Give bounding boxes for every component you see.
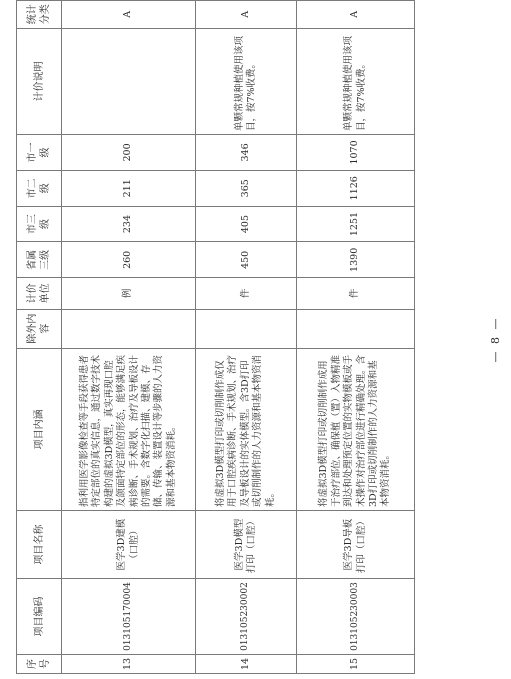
table-row <box>297 1 415 674</box>
cell-city1: 346 <box>196 135 297 171</box>
header-excluded: 除外内容 <box>17 309 62 348</box>
cell-code: 013105230003 <box>297 579 415 655</box>
header-province: 省属三级 <box>17 242 62 278</box>
cell-seq: 15 <box>297 654 415 673</box>
cell-unit: 例 <box>62 278 196 309</box>
table-header-row <box>17 1 62 674</box>
cell-content: 指利用医学影像检查等手段获得患者特定部位的真实信息，通过数字技术构建的虚拟3D模型，真实再现口腔及颌面特定部位的形态，能够满足疾病诊断、手术规划、治疗及导板设计的需要。含数字化扫描、建模、存储、传输、装置设计等步骤的人力资源和基本物资消耗。 <box>62 348 196 510</box>
table-row <box>62 1 196 674</box>
cell-excluded <box>196 309 297 348</box>
header-city3: 市三级 <box>17 206 62 242</box>
fee-table <box>16 0 415 674</box>
cell-seq: 14 <box>196 654 297 673</box>
cell-name: 医学3D建模（口腔） <box>62 511 196 579</box>
header-seq: 序号 <box>17 654 62 673</box>
cell-province: 1390 <box>297 242 415 278</box>
cell-seq: 13 <box>62 654 196 673</box>
header-unit: 计价单位 <box>17 278 62 309</box>
header-category: 统计分类 <box>17 1 62 29</box>
cell-unit: 件 <box>297 278 415 309</box>
cell-note <box>62 28 196 134</box>
cell-category: A <box>62 1 196 29</box>
cell-city1: 200 <box>62 135 196 171</box>
header-name: 项目名称 <box>17 511 62 579</box>
table-row <box>196 1 297 674</box>
cell-city3: 1251 <box>297 206 415 242</box>
cell-city1: 1070 <box>297 135 415 171</box>
cell-note: 单颗常规种植使用该项目，按7%收费。 <box>196 28 297 134</box>
cell-category: A <box>297 1 415 29</box>
header-content: 项目内涵 <box>17 348 62 510</box>
header-note: 计价说明 <box>17 28 62 134</box>
cell-city2: 365 <box>196 170 297 206</box>
cell-city3: 234 <box>62 206 196 242</box>
cell-content: 将虚拟3D模型打印或切削制作成用于治疗部位、确保植（置）入物精准到达和处理预定位置的实物模板或手术操作对治疗部位进行精确处理。含3D打印或切削制作的人力资源和基本物资消耗。 <box>297 348 415 510</box>
cell-code: 013105230002 <box>196 579 297 655</box>
cell-excluded <box>62 309 196 348</box>
header-code: 项目编码 <box>17 579 62 655</box>
cell-content: 将虚拟3D模型打印或切削制作成仅用于口腔疾病诊断、手术规划、治疗及导板设计的实体模型。含3D打印或切削制作的人力资源和基本物资消耗。 <box>196 348 297 510</box>
cell-province: 260 <box>62 242 196 278</box>
header-city2: 市二级 <box>17 170 62 206</box>
cell-category: A <box>196 1 297 29</box>
cell-excluded <box>297 309 415 348</box>
header-city1: 市一级 <box>17 135 62 171</box>
page-number: — 8 — <box>489 316 502 363</box>
cell-province: 450 <box>196 242 297 278</box>
cell-city3: 405 <box>196 206 297 242</box>
cell-code: 013105170004 <box>62 579 196 655</box>
cell-name: 医学3D模型打印（口腔） <box>196 511 297 579</box>
cell-city2: 1126 <box>297 170 415 206</box>
cell-unit: 件 <box>196 278 297 309</box>
cell-city2: 211 <box>62 170 196 206</box>
cell-name: 医学3D导板打印（口腔） <box>297 511 415 579</box>
cell-note: 单颗常规种植使用该项目，按7%收费。 <box>297 28 415 134</box>
